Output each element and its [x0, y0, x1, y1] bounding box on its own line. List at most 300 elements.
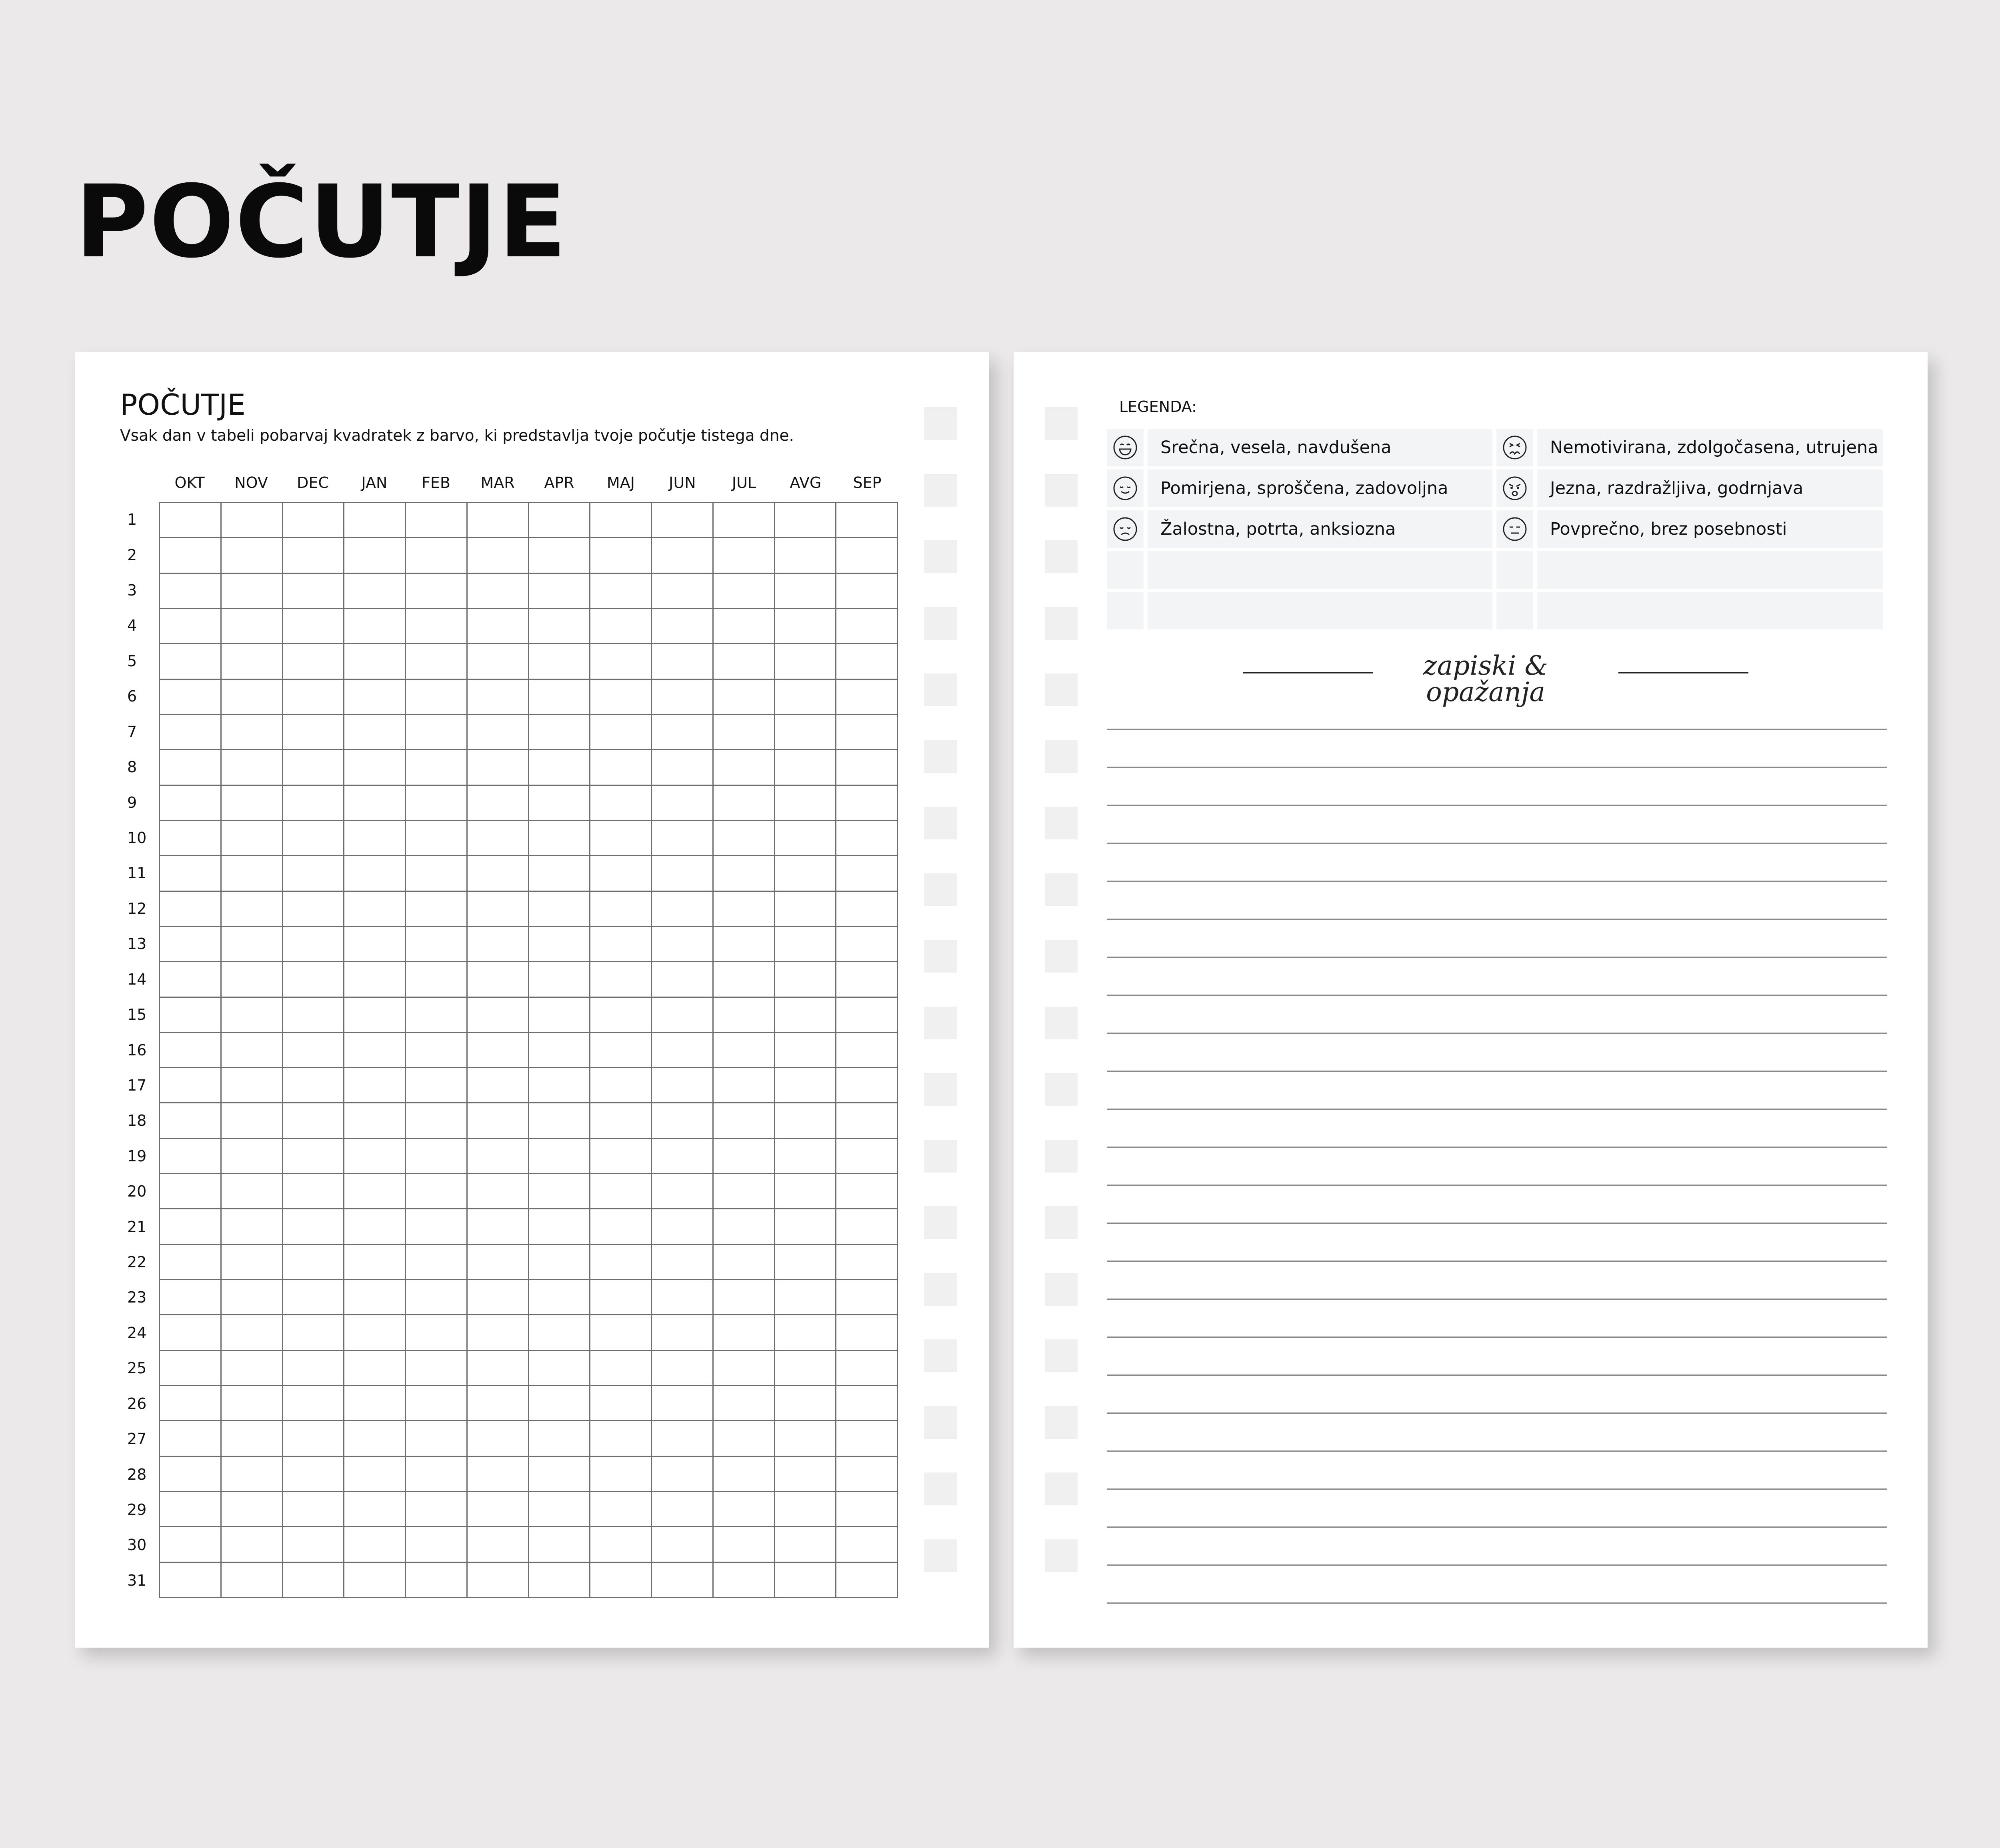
mood-cell[interactable] — [283, 750, 345, 785]
mood-cell[interactable] — [222, 574, 283, 609]
mood-cell[interactable] — [836, 680, 898, 715]
mood-cell[interactable] — [775, 1068, 837, 1103]
mood-cell[interactable] — [344, 503, 406, 538]
mood-cell[interactable] — [160, 856, 222, 891]
mood-cell[interactable] — [836, 927, 898, 962]
mood-cell[interactable] — [160, 1139, 222, 1174]
mood-cell[interactable] — [344, 1209, 406, 1245]
mood-cell[interactable] — [836, 538, 898, 573]
mood-cell[interactable] — [344, 1351, 406, 1386]
mood-cell[interactable] — [344, 1457, 406, 1492]
mood-cell[interactable] — [529, 1280, 591, 1315]
mood-cell[interactable] — [529, 1068, 591, 1103]
mood-cell[interactable] — [714, 927, 775, 962]
mood-cell[interactable] — [775, 1563, 837, 1598]
mood-cell[interactable] — [836, 1209, 898, 1245]
mood-cell[interactable] — [344, 680, 406, 715]
mood-cell[interactable] — [529, 1386, 591, 1421]
mood-cell[interactable] — [160, 750, 222, 785]
mood-cell[interactable] — [775, 856, 837, 891]
mood-cell[interactable] — [529, 538, 591, 573]
mood-cell[interactable] — [775, 821, 837, 856]
mood-cell[interactable] — [160, 1527, 222, 1562]
mood-cell[interactable] — [714, 1563, 775, 1598]
mood-cell[interactable] — [283, 1351, 345, 1386]
mood-cell[interactable] — [714, 962, 775, 997]
mood-cell[interactable] — [775, 644, 837, 679]
mood-cell[interactable] — [590, 1386, 652, 1421]
mood-cell[interactable] — [283, 927, 345, 962]
mood-cell[interactable] — [283, 1315, 345, 1351]
mood-cell[interactable] — [529, 998, 591, 1033]
mood-cell[interactable] — [222, 892, 283, 927]
mood-cell[interactable] — [775, 1386, 837, 1421]
mood-cell[interactable] — [836, 1139, 898, 1174]
mood-cell[interactable] — [160, 892, 222, 927]
mood-cell[interactable] — [775, 1174, 837, 1209]
mood-cell[interactable] — [160, 503, 222, 538]
mood-cell[interactable] — [652, 1386, 714, 1421]
mood-cell[interactable] — [836, 503, 898, 538]
mood-cell[interactable] — [222, 1033, 283, 1068]
mood-cell[interactable] — [468, 892, 529, 927]
mood-cell[interactable] — [344, 1315, 406, 1351]
mood-cell[interactable] — [406, 1457, 468, 1492]
mood-cell[interactable] — [283, 856, 345, 891]
mood-cell[interactable] — [775, 1527, 837, 1562]
mood-cell[interactable] — [344, 1139, 406, 1174]
mood-cell[interactable] — [775, 680, 837, 715]
mood-cell[interactable] — [529, 1563, 591, 1598]
mood-cell[interactable] — [590, 574, 652, 609]
mood-cell[interactable] — [775, 538, 837, 573]
mood-cell[interactable] — [344, 1174, 406, 1209]
mood-cell[interactable] — [222, 821, 283, 856]
mood-cell[interactable] — [836, 1103, 898, 1139]
mood-cell[interactable] — [652, 750, 714, 785]
mood-cell[interactable] — [344, 715, 406, 750]
mood-cell[interactable] — [283, 538, 345, 573]
mood-cell[interactable] — [775, 1209, 837, 1245]
mood-cell[interactable] — [529, 503, 591, 538]
mood-cell[interactable] — [222, 1103, 283, 1139]
mood-cell[interactable] — [652, 1174, 714, 1209]
mood-cell[interactable] — [160, 644, 222, 679]
mood-cell[interactable] — [283, 962, 345, 997]
mood-cell[interactable] — [652, 1315, 714, 1351]
mood-cell[interactable] — [468, 927, 529, 962]
mood-cell[interactable] — [160, 680, 222, 715]
mood-cell[interactable] — [529, 892, 591, 927]
mood-cell[interactable] — [836, 609, 898, 644]
mood-cell[interactable] — [406, 1492, 468, 1527]
mood-cell[interactable] — [775, 892, 837, 927]
mood-cell[interactable] — [222, 750, 283, 785]
mood-cell[interactable] — [590, 927, 652, 962]
mood-cell[interactable] — [160, 962, 222, 997]
mood-cell[interactable] — [344, 1563, 406, 1598]
mood-cell[interactable] — [160, 1351, 222, 1386]
mood-cell[interactable] — [468, 821, 529, 856]
mood-cell[interactable] — [590, 1280, 652, 1315]
mood-cell[interactable] — [529, 609, 591, 644]
mood-cell[interactable] — [590, 1245, 652, 1280]
mood-cell[interactable] — [775, 1245, 837, 1280]
mood-cell[interactable] — [590, 1033, 652, 1068]
mood-cell[interactable] — [344, 1068, 406, 1103]
mood-cell[interactable] — [775, 750, 837, 785]
mood-cell[interactable] — [468, 1068, 529, 1103]
mood-cell[interactable] — [283, 1139, 345, 1174]
mood-cell[interactable] — [775, 609, 837, 644]
mood-cell[interactable] — [590, 1139, 652, 1174]
mood-cell[interactable] — [529, 750, 591, 785]
mood-cell[interactable] — [160, 1315, 222, 1351]
mood-cell[interactable] — [714, 715, 775, 750]
mood-cell[interactable] — [714, 1315, 775, 1351]
mood-cell[interactable] — [652, 1209, 714, 1245]
mood-cell[interactable] — [344, 856, 406, 891]
mood-cell[interactable] — [590, 1209, 652, 1245]
mood-cell[interactable] — [714, 644, 775, 679]
mood-cell[interactable] — [652, 1068, 714, 1103]
mood-cell[interactable] — [652, 1527, 714, 1562]
mood-cell[interactable] — [160, 574, 222, 609]
mood-cell[interactable] — [283, 786, 345, 821]
mood-cell[interactable] — [590, 1563, 652, 1598]
mood-cell[interactable] — [714, 821, 775, 856]
mood-cell[interactable] — [529, 1492, 591, 1527]
mood-cell[interactable] — [652, 962, 714, 997]
mood-cell[interactable] — [222, 1563, 283, 1598]
mood-cell[interactable] — [344, 1245, 406, 1280]
mood-cell[interactable] — [836, 1245, 898, 1280]
mood-cell[interactable] — [468, 715, 529, 750]
mood-cell[interactable] — [775, 998, 837, 1033]
mood-cell[interactable] — [222, 927, 283, 962]
mood-cell[interactable] — [529, 786, 591, 821]
mood-cell[interactable] — [590, 1174, 652, 1209]
mood-cell[interactable] — [714, 786, 775, 821]
mood-cell[interactable] — [590, 892, 652, 927]
mood-cell[interactable] — [468, 1492, 529, 1527]
mood-cell[interactable] — [406, 892, 468, 927]
mood-cell[interactable] — [652, 786, 714, 821]
mood-cell[interactable] — [529, 1245, 591, 1280]
mood-cell[interactable] — [714, 1209, 775, 1245]
mood-cell[interactable] — [590, 503, 652, 538]
mood-cell[interactable] — [160, 1033, 222, 1068]
mood-cell[interactable] — [344, 538, 406, 573]
mood-cell[interactable] — [222, 1068, 283, 1103]
mood-cell[interactable] — [160, 927, 222, 962]
mood-cell[interactable] — [406, 1139, 468, 1174]
mood-cell[interactable] — [468, 1209, 529, 1245]
mood-cell[interactable] — [652, 927, 714, 962]
mood-cell[interactable] — [775, 715, 837, 750]
mood-cell[interactable] — [344, 998, 406, 1033]
mood-cell[interactable] — [652, 1139, 714, 1174]
mood-cell[interactable] — [344, 821, 406, 856]
mood-cell[interactable] — [160, 1068, 222, 1103]
mood-cell[interactable] — [406, 1386, 468, 1421]
mood-cell[interactable] — [836, 821, 898, 856]
mood-cell[interactable] — [344, 892, 406, 927]
mood-cell[interactable] — [406, 1033, 468, 1068]
mood-cell[interactable] — [714, 1492, 775, 1527]
mood-cell[interactable] — [468, 1563, 529, 1598]
mood-cell[interactable] — [344, 1492, 406, 1527]
mood-cell[interactable] — [836, 644, 898, 679]
mood-cell[interactable] — [406, 856, 468, 891]
mood-cell[interactable] — [590, 1068, 652, 1103]
mood-cell[interactable] — [468, 1351, 529, 1386]
mood-cell[interactable] — [344, 1421, 406, 1456]
mood-cell[interactable] — [160, 786, 222, 821]
mood-cell[interactable] — [836, 1563, 898, 1598]
mood-cell[interactable] — [344, 1386, 406, 1421]
mood-cell[interactable] — [283, 892, 345, 927]
mood-cell[interactable] — [160, 1421, 222, 1456]
mood-cell[interactable] — [714, 1280, 775, 1315]
mood-cell[interactable] — [529, 1033, 591, 1068]
mood-cell[interactable] — [714, 1386, 775, 1421]
mood-cell[interactable] — [714, 750, 775, 785]
mood-cell[interactable] — [222, 680, 283, 715]
mood-cell[interactable] — [468, 503, 529, 538]
mood-cell[interactable] — [529, 1315, 591, 1351]
mood-cell[interactable] — [468, 1315, 529, 1351]
mood-cell[interactable] — [160, 1245, 222, 1280]
mood-cell[interactable] — [283, 1280, 345, 1315]
mood-cell[interactable] — [468, 786, 529, 821]
mood-cell[interactable] — [590, 1421, 652, 1456]
mood-cell[interactable] — [222, 1527, 283, 1562]
mood-cell[interactable] — [283, 574, 345, 609]
mood-cell[interactable] — [406, 1103, 468, 1139]
mood-cell[interactable] — [836, 574, 898, 609]
mood-cell[interactable] — [406, 1068, 468, 1103]
mood-cell[interactable] — [283, 821, 345, 856]
mood-cell[interactable] — [529, 644, 591, 679]
mood-cell[interactable] — [775, 927, 837, 962]
mood-cell[interactable] — [283, 1068, 345, 1103]
mood-cell[interactable] — [529, 715, 591, 750]
mood-cell[interactable] — [836, 962, 898, 997]
mood-cell[interactable] — [652, 1421, 714, 1456]
mood-cell[interactable] — [714, 1457, 775, 1492]
mood-cell[interactable] — [714, 538, 775, 573]
mood-cell[interactable] — [222, 1421, 283, 1456]
mood-cell[interactable] — [468, 1033, 529, 1068]
mood-cell[interactable] — [406, 1174, 468, 1209]
mood-cell[interactable] — [590, 1527, 652, 1562]
mood-cell[interactable] — [652, 1563, 714, 1598]
mood-cell[interactable] — [222, 1386, 283, 1421]
mood-cell[interactable] — [590, 1351, 652, 1386]
mood-cell[interactable] — [222, 1139, 283, 1174]
mood-cell[interactable] — [529, 1351, 591, 1386]
mood-cell[interactable] — [160, 1174, 222, 1209]
mood-cell[interactable] — [283, 715, 345, 750]
mood-cell[interactable] — [344, 1527, 406, 1562]
mood-cell[interactable] — [160, 538, 222, 573]
mood-cell[interactable] — [468, 1139, 529, 1174]
mood-cell[interactable] — [714, 1421, 775, 1456]
mood-cell[interactable] — [222, 1245, 283, 1280]
mood-cell[interactable] — [714, 574, 775, 609]
mood-cell[interactable] — [775, 1351, 837, 1386]
mood-cell[interactable] — [468, 856, 529, 891]
mood-cell[interactable] — [775, 962, 837, 997]
mood-cell[interactable] — [222, 644, 283, 679]
mood-cell[interactable] — [283, 1033, 345, 1068]
mood-cell[interactable] — [406, 1563, 468, 1598]
mood-cell[interactable] — [468, 538, 529, 573]
mood-cell[interactable] — [836, 1386, 898, 1421]
mood-cell[interactable] — [775, 1315, 837, 1351]
mood-cell[interactable] — [344, 609, 406, 644]
mood-cell[interactable] — [344, 786, 406, 821]
mood-cell[interactable] — [714, 503, 775, 538]
mood-cell[interactable] — [590, 856, 652, 891]
mood-cell[interactable] — [222, 962, 283, 997]
mood-cell[interactable] — [406, 1527, 468, 1562]
mood-cell[interactable] — [590, 821, 652, 856]
mood-cell[interactable] — [344, 927, 406, 962]
mood-cell[interactable] — [529, 680, 591, 715]
mood-cell[interactable] — [222, 503, 283, 538]
mood-cell[interactable] — [590, 998, 652, 1033]
mood-cell[interactable] — [344, 574, 406, 609]
mood-cell[interactable] — [714, 609, 775, 644]
mood-cell[interactable] — [529, 1139, 591, 1174]
mood-cell[interactable] — [406, 962, 468, 997]
mood-cell[interactable] — [344, 962, 406, 997]
mood-cell[interactable] — [160, 609, 222, 644]
mood-cell[interactable] — [406, 715, 468, 750]
mood-cell[interactable] — [283, 1103, 345, 1139]
mood-cell[interactable] — [160, 715, 222, 750]
mood-cell[interactable] — [652, 998, 714, 1033]
mood-cell[interactable] — [714, 1174, 775, 1209]
mood-cell[interactable] — [529, 1103, 591, 1139]
mood-cell[interactable] — [590, 715, 652, 750]
mood-cell[interactable] — [406, 1315, 468, 1351]
mood-cell[interactable] — [406, 680, 468, 715]
mood-cell[interactable] — [222, 715, 283, 750]
mood-cell[interactable] — [406, 1280, 468, 1315]
mood-cell[interactable] — [836, 1068, 898, 1103]
mood-cell[interactable] — [468, 962, 529, 997]
mood-cell[interactable] — [836, 1280, 898, 1315]
mood-cell[interactable] — [283, 1386, 345, 1421]
mood-cell[interactable] — [775, 1421, 837, 1456]
mood-cell[interactable] — [222, 609, 283, 644]
mood-cell[interactable] — [344, 644, 406, 679]
mood-cell[interactable] — [468, 1421, 529, 1456]
mood-cell[interactable] — [714, 892, 775, 927]
mood-cell[interactable] — [406, 1209, 468, 1245]
mood-cell[interactable] — [590, 1315, 652, 1351]
mood-cell[interactable] — [836, 998, 898, 1033]
mood-cell[interactable] — [160, 1457, 222, 1492]
mood-cell[interactable] — [160, 821, 222, 856]
mood-cell[interactable] — [714, 680, 775, 715]
mood-cell[interactable] — [283, 1245, 345, 1280]
mood-cell[interactable] — [468, 680, 529, 715]
mood-cell[interactable] — [406, 750, 468, 785]
mood-cell[interactable] — [160, 1492, 222, 1527]
mood-cell[interactable] — [775, 1280, 837, 1315]
mood-cell[interactable] — [652, 680, 714, 715]
mood-cell[interactable] — [283, 998, 345, 1033]
mood-cell[interactable] — [344, 1103, 406, 1139]
mood-cell[interactable] — [468, 1103, 529, 1139]
mood-cell[interactable] — [283, 503, 345, 538]
mood-cell[interactable] — [590, 538, 652, 573]
mood-cell[interactable] — [283, 1563, 345, 1598]
mood-cell[interactable] — [160, 1103, 222, 1139]
mood-cell[interactable] — [590, 644, 652, 679]
mood-cell[interactable] — [344, 1280, 406, 1315]
mood-cell[interactable] — [652, 574, 714, 609]
mood-cell[interactable] — [529, 1421, 591, 1456]
mood-cell[interactable] — [836, 750, 898, 785]
mood-cell[interactable] — [590, 609, 652, 644]
mood-cell[interactable] — [468, 1527, 529, 1562]
mood-cell[interactable] — [652, 503, 714, 538]
mood-cell[interactable] — [468, 609, 529, 644]
mood-cell[interactable] — [529, 821, 591, 856]
mood-cell[interactable] — [529, 927, 591, 962]
mood-cell[interactable] — [468, 1280, 529, 1315]
mood-cell[interactable] — [652, 1245, 714, 1280]
mood-cell[interactable] — [222, 786, 283, 821]
mood-cell[interactable] — [160, 998, 222, 1033]
mood-cell[interactable] — [714, 998, 775, 1033]
mood-cell[interactable] — [836, 715, 898, 750]
mood-cell[interactable] — [160, 1563, 222, 1598]
mood-cell[interactable] — [652, 821, 714, 856]
mood-cell[interactable] — [590, 750, 652, 785]
mood-cell[interactable] — [590, 1103, 652, 1139]
mood-cell[interactable] — [222, 856, 283, 891]
mood-cell[interactable] — [836, 1033, 898, 1068]
mood-cell[interactable] — [344, 1033, 406, 1068]
mood-cell[interactable] — [222, 1209, 283, 1245]
mood-cell[interactable] — [283, 1421, 345, 1456]
mood-cell[interactable] — [836, 856, 898, 891]
mood-cell[interactable] — [529, 1209, 591, 1245]
mood-cell[interactable] — [283, 1527, 345, 1562]
mood-cell[interactable] — [283, 1457, 345, 1492]
mood-cell[interactable] — [714, 1033, 775, 1068]
mood-cell[interactable] — [222, 1351, 283, 1386]
mood-cell[interactable] — [468, 644, 529, 679]
mood-cell[interactable] — [836, 1174, 898, 1209]
mood-cell[interactable] — [406, 538, 468, 573]
mood-cell[interactable] — [222, 1457, 283, 1492]
mood-cell[interactable] — [406, 786, 468, 821]
mood-cell[interactable] — [406, 821, 468, 856]
mood-cell[interactable] — [714, 1527, 775, 1562]
mood-cell[interactable] — [652, 1457, 714, 1492]
mood-cell[interactable] — [406, 503, 468, 538]
mood-cell[interactable] — [160, 1280, 222, 1315]
mood-cell[interactable] — [775, 1103, 837, 1139]
mood-cell[interactable] — [775, 574, 837, 609]
